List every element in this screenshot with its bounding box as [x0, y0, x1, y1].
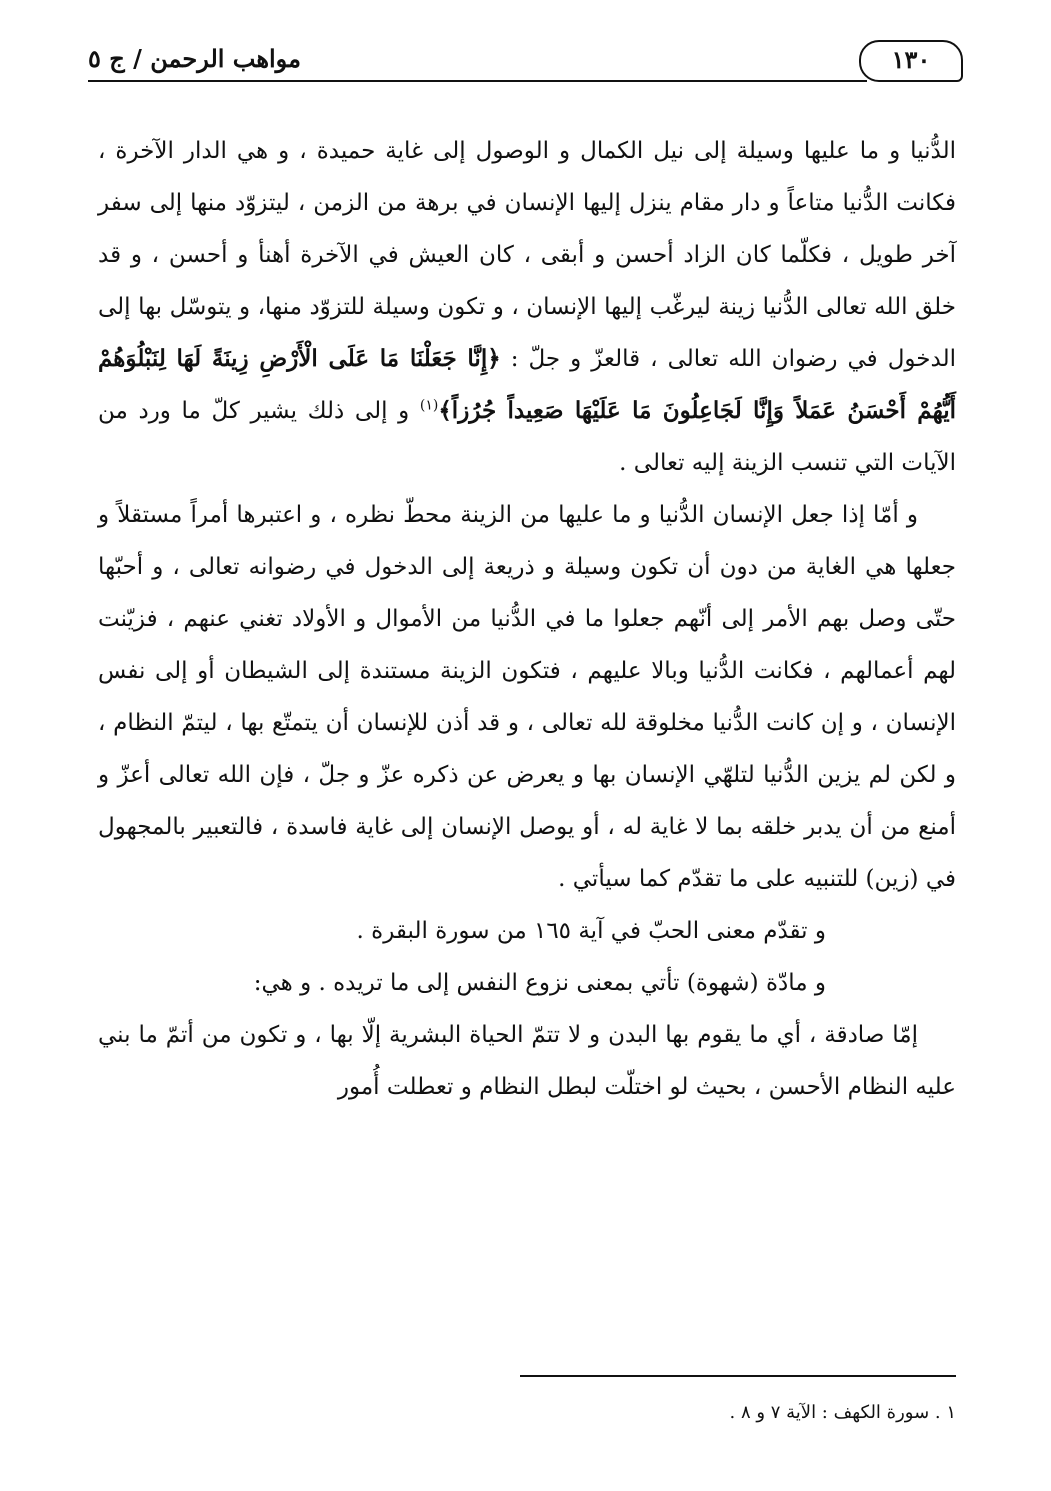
page-header — [88, 38, 963, 86]
p1-line-2: الآخرة ، فكانت الدُّنيا متاعاً و دار مقام ينزل إليها الإنسان في برهة من الزمن ، — [98, 138, 956, 216]
p1-line-3: ليتزوّد منها إلى سفر آخر طويل ، فكلّما كان الزاد أحسن و أبقى ، كان العيش في — [98, 190, 957, 268]
quran-verse: ﴿إِنَّا جَعَلْنَا مَا عَلَى الْأَرْضِ زِينَةً لَهَا لِنَبْلُوَهُمْ أَيُّهُمْ أَحْسَنُ عَمَلاً وَإِنَّا لَجَاعِلُونَ مَا عَلَيْهَا صَعِيداً جُرُزاً﴾ — [98, 345, 956, 424]
footnote-rule — [520, 1375, 956, 1377]
paragraph-1 — [98, 125, 956, 489]
header-rule — [88, 80, 867, 82]
p1-intro: قالعزّ و جلّ : — [510, 346, 641, 372]
paragraph-5: إمّا صادقة ، أي ما يقوم بها البدن و لا تتمّ الحياة البشرية إلّا بها ، و تكون من أتمّ ما بني عليه النظام الأحسن ، بحيث لو اختلّت لبطل النظام و تعطلت أُمور — [98, 1022, 956, 1100]
page-number: ١٣٠ — [859, 40, 963, 82]
paragraph-4: و مادّة (شهوة) تأتي بمعنى نزوع النفس إلى ما تريده . و هي: — [253, 970, 826, 996]
p1-tail: و إلى ذلك يشير كلّ ما ورد من الآيات التي تنسب الزينة إليه تعالى . — [98, 398, 956, 476]
page-body — [98, 125, 956, 1113]
paragraph-2: و أمّا إذا جعل الإنسان الدُّنيا و ما عليها من الزينة محطّ نظره ، و اعتبرها أمراً مستقلاً و جعلها هي الغاية من دون أن تكون وسيلة و ذريعة إلى الدخول في رضوانه تعالى ، و أحبّها حتّى وصل بهم الأمر إلى أنّهم جعلوا ما في الدُّنيا من الأموال و الأولاد تغني عنهم ، فزيّنت لهم أعمالهم ، فكانت الدُّنيا وبالا عليهم ، فتكون الزينة مستندة إلى الشيطان أو إلى نفس الإنسان ، و إن كانت الدُّنيا مخلوقة لله تعالى ، و قد أذن للإنسان أن يتمتّع بها ، ليتمّ النظام ، و لكن لم يزين الدُّنيا لتلهّي الإنسان بها و يعرض عن ذكره عزّ و جلّ ، فإن الله تعالى أعزّ و أمنع من أن يدبر خلقه بما لا غاية له ، أو يوصل الإنسان إلى غاية فاسدة ، فالتعبير بالمجهول في (زين) للتنبيه على ما تقدّم كما سيأتي . — [98, 502, 956, 892]
p1-line-5: و تكون وسيلة للتزوّد منها، و يتوسّل بها إلى الدخول في رضوان الله تعالى ، — [98, 294, 956, 372]
book-title: مواهب الرحمن / ج ٥ — [88, 44, 301, 73]
p1-line-4: الآخرة أهنأ و أحسن ، و قد خلق الله تعالى الدُّنيا زينة ليرغّب إليها الإنسان ، — [98, 242, 957, 320]
footnote-reference: (١) — [419, 397, 439, 414]
footnote: ١ . سورة الكهف : الآية ٧ و ٨ . — [729, 1402, 956, 1423]
p1-line-1: الدُّنيا و ما عليها وسيلة إلى نيل الكمال و الوصول إلى غاية حميدة ، و هي الدار — [183, 138, 956, 164]
paragraph-3: و تقدّم معنى الحبّ في آية ١٦٥ من سورة البقرة . — [356, 918, 826, 944]
